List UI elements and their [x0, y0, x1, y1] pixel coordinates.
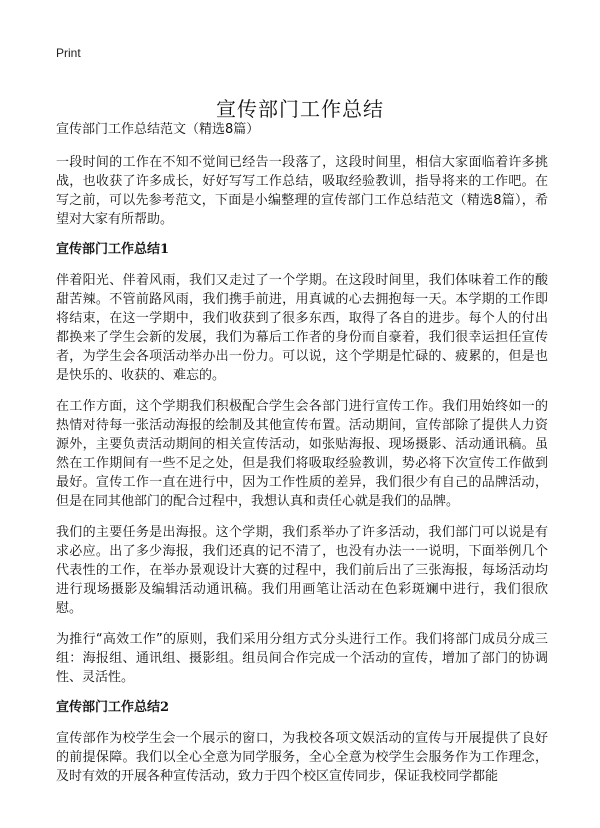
section-paragraph: 为推行“高效工作”的原则，我们采用分组方式分头进行工作。我们将部门成员分成三组：海报组、通讯组、摄影组。组员间合作完成一个活动的宣传，增加了部门的协调性、灵活性。: [56, 632, 548, 685]
document-title: 宣传部门工作总结: [216, 97, 384, 122]
section-heading: 宣传部门工作总结2: [56, 700, 170, 715]
section-paragraph: 宣传部作为校学生会一个展示的窗口，为我校各项文娱活动的宣传与开展提供了良好的前提保障。我们以全心全意为同学服务，全心全意为校学生会服务作为工作理念，及时有效的开展各种宣传活动，致力于四个校区宣传同步，保证我校同学都能: [56, 731, 548, 784]
section-1: [56, 241, 548, 687]
document-subtitle: 宣传部门工作总结范文（精选8篇）: [56, 122, 260, 137]
section-paragraph: 在工作方面，这个学期我们积极配合学生会各部门进行宣传工作。我们用始终如一的热情对待每一张活动海报的绘制及其他宣传布置。活动期间，宣传部除了提供人力资源外，主要负责活动期间的相关宣传活动，如张贴海报、现场摄影、活动通讯稿。虽然在工作期间有一些不足之处，但是我们将吸取经验教训，势必将下次宣传工作做到最好。宣传工作一直在进行中，因为工作性质的差异，我们很少有自己的品牌活动，但是在同其他部门的配合过程中，我想认真和责任心就是我们的品牌。: [56, 399, 548, 509]
section-paragraph: 我们的主要任务是出海报。这个学期，我们系举办了许多活动，我们部门可以说是有求必应。出了多少海报，我们还真的记不清了，也没有办法一一说明，下面举例几个代表性的工作，在举办景观设计大赛的过程中，我们前后出了三张海报，每场活动均进行现场摄影及编辑活动通讯稿。我们用画笔让活动在色彩斑斓中进行，我们很欣慰。: [56, 525, 548, 616]
intro-paragraph: 一段时间的工作在不知不觉间已经告一段落了，这段时间里，相信大家面临着许多挑战，也收获了许多成长，好好写写工作总结，吸取经验教训，指导将来的工作吧。在写之前，可以先参考范文，下面是小编整理的宣传部门工作总结范文（精选8篇），希望对大家有所帮助。: [56, 155, 548, 227]
section-paragraph: 伴着阳光、伴着风雨，我们又走过了一个学期。在这段时间里，我们体味着工作的酸甜苦辣。不管前路风雨，我们携手前进，用真诚的心去拥抱每一天。本学期的工作即将结束，在这一学期中，我们收获到了很多东西，取得了各自的进步。每个人的付出都换来了学生会新的发展，我们为幕后工作者的身份而自豪着，我们很幸运担任宣传者，为学生会各项活动举办出一份力。可以说，这个学期是忙碌的、疲累的，但是也是快乐的、收获的、难忘的。: [56, 273, 548, 383]
print-label: Print: [56, 46, 81, 60]
section-heading: 宣传部门工作总结1: [56, 242, 170, 257]
section-2: [56, 699, 548, 786]
document-body: [56, 121, 548, 798]
